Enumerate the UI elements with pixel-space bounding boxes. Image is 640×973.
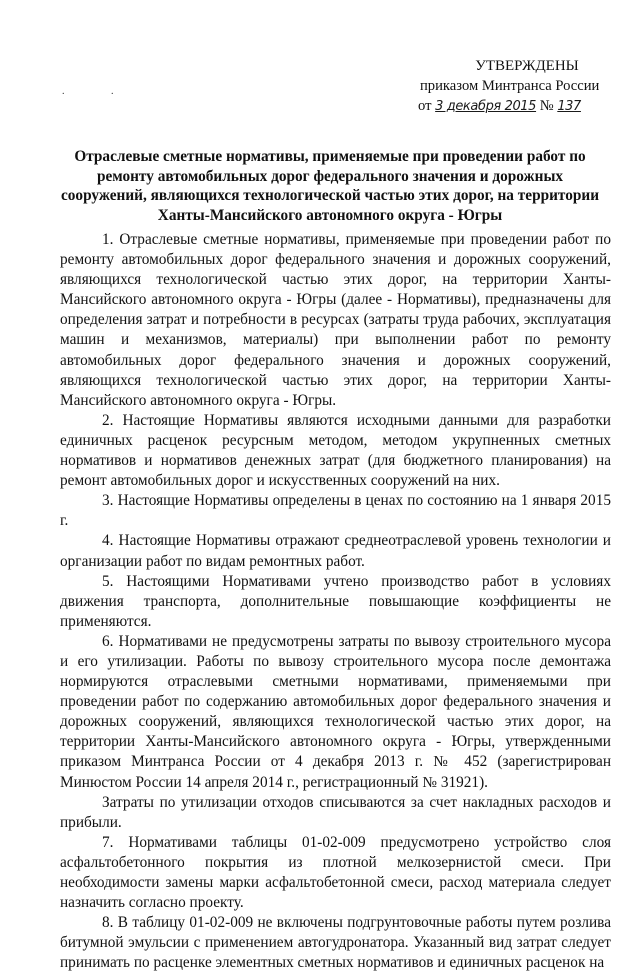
number-label: № [539, 98, 554, 114]
from-label: от [418, 98, 432, 114]
paragraph: 8. В таблицу 01-02-009 не включены подгрунтовочные работы путем розлива битумной эмульсии с применением автогудронатора. Указанный вид затрат следует принимать по расценке элементных сметных нормативов и единичных расценок на [60, 914, 611, 972]
approval-reference [418, 96, 618, 117]
approval-order: приказом Минтранса России [420, 78, 600, 94]
handwritten-date: 3 декабря 2015 [435, 99, 537, 114]
paragraph: 4. Настоящие Нормативы отражают среднеотраслевой уровень технологии и организации работ по видам ремонтных работ. [60, 532, 611, 570]
paragraph: 2. Настоящие Нормативы являются исходными данными для разработки единичных расценок ресурсным методом, методом укрупненных сметных нормативов и нормативов денежных затрат (для бюджетного планирования) на ремонт автомобильных дорог и искусственных сооружений на них. [60, 411, 611, 490]
approval-stamp: УТВЕРЖДЕНЫ [475, 58, 579, 74]
paragraph: Затраты по утилизации отходов списываются за счет накладных расходов и прибыли. [60, 793, 611, 831]
approval-block [418, 56, 618, 117]
paragraph: 6. Нормативами не предусмотрены затраты по вывозу строительного мусора и его утилизации. Работы по вывозу строительного мусора после демонтажа нормируются отраслевыми сметными нормативами, применяемыми при проведении работ по содержанию автомобильных дорог федерального значения и дорожных сооружений, являющихся технологической частью этих дорог, на территории Ханты-Мансийского автономного округа - Югры, утвержденными приказом Минтранса России от 4 декабря 2013 г. № 452 (зарегистрирован Минюстом России 14 апреля 2014 г., регистрационный № 31921). [60, 632, 611, 791]
document-body [60, 230, 611, 973]
paragraph: 1. Отраслевые сметные нормативы, применяемые при проведении работ по ремонту автомобильных дорог федерального значения и дорожных сооружений, являющихся технологической частью этих дорог, на территории Ханты-Мансийского автономного округа - Югры (далее - Нормативы), предназначены для определения затрат и потребности в ресурсах (затраты труда рабочих, эксплуатация машин и механизмов, материалы) при выполнении работ по ремонту автомобильных дорог федерального значения и дорожных сооружений, являющихся технологической частью этих дорог, на территории Ханты-Мансийского автономного округа - Югры. [60, 231, 611, 409]
handwritten-number: 137 [557, 99, 581, 114]
stray-marks: . . [62, 86, 136, 97]
document-title: Отраслевые сметные нормативы, применяемые при проведении работ по ремонту автомобильных дорог федерального значения и дорожных сооружений, являющихся технологической частью этих дорог, на территории Ханты-Мансийского автономного округа - Югры [60, 148, 600, 224]
paragraph: 7. Нормативами таблицы 01-02-009 предусмотрено устройство слоя асфальтобетонного покрытия из плотной мелкозернистой смеси. При необходимости замены марки асфальтобетонной смеси, расход материала следует назначить согласно проекту. [60, 833, 611, 912]
paragraph: 3. Настоящие Нормативы определены в ценах по состоянию на 1 января 2015 г. [60, 492, 611, 530]
paragraph: 5. Настоящими Нормативами учтено производство работ в условиях движения транспорта, дополнительные повышающие коэффициенты не применяются. [60, 572, 611, 630]
